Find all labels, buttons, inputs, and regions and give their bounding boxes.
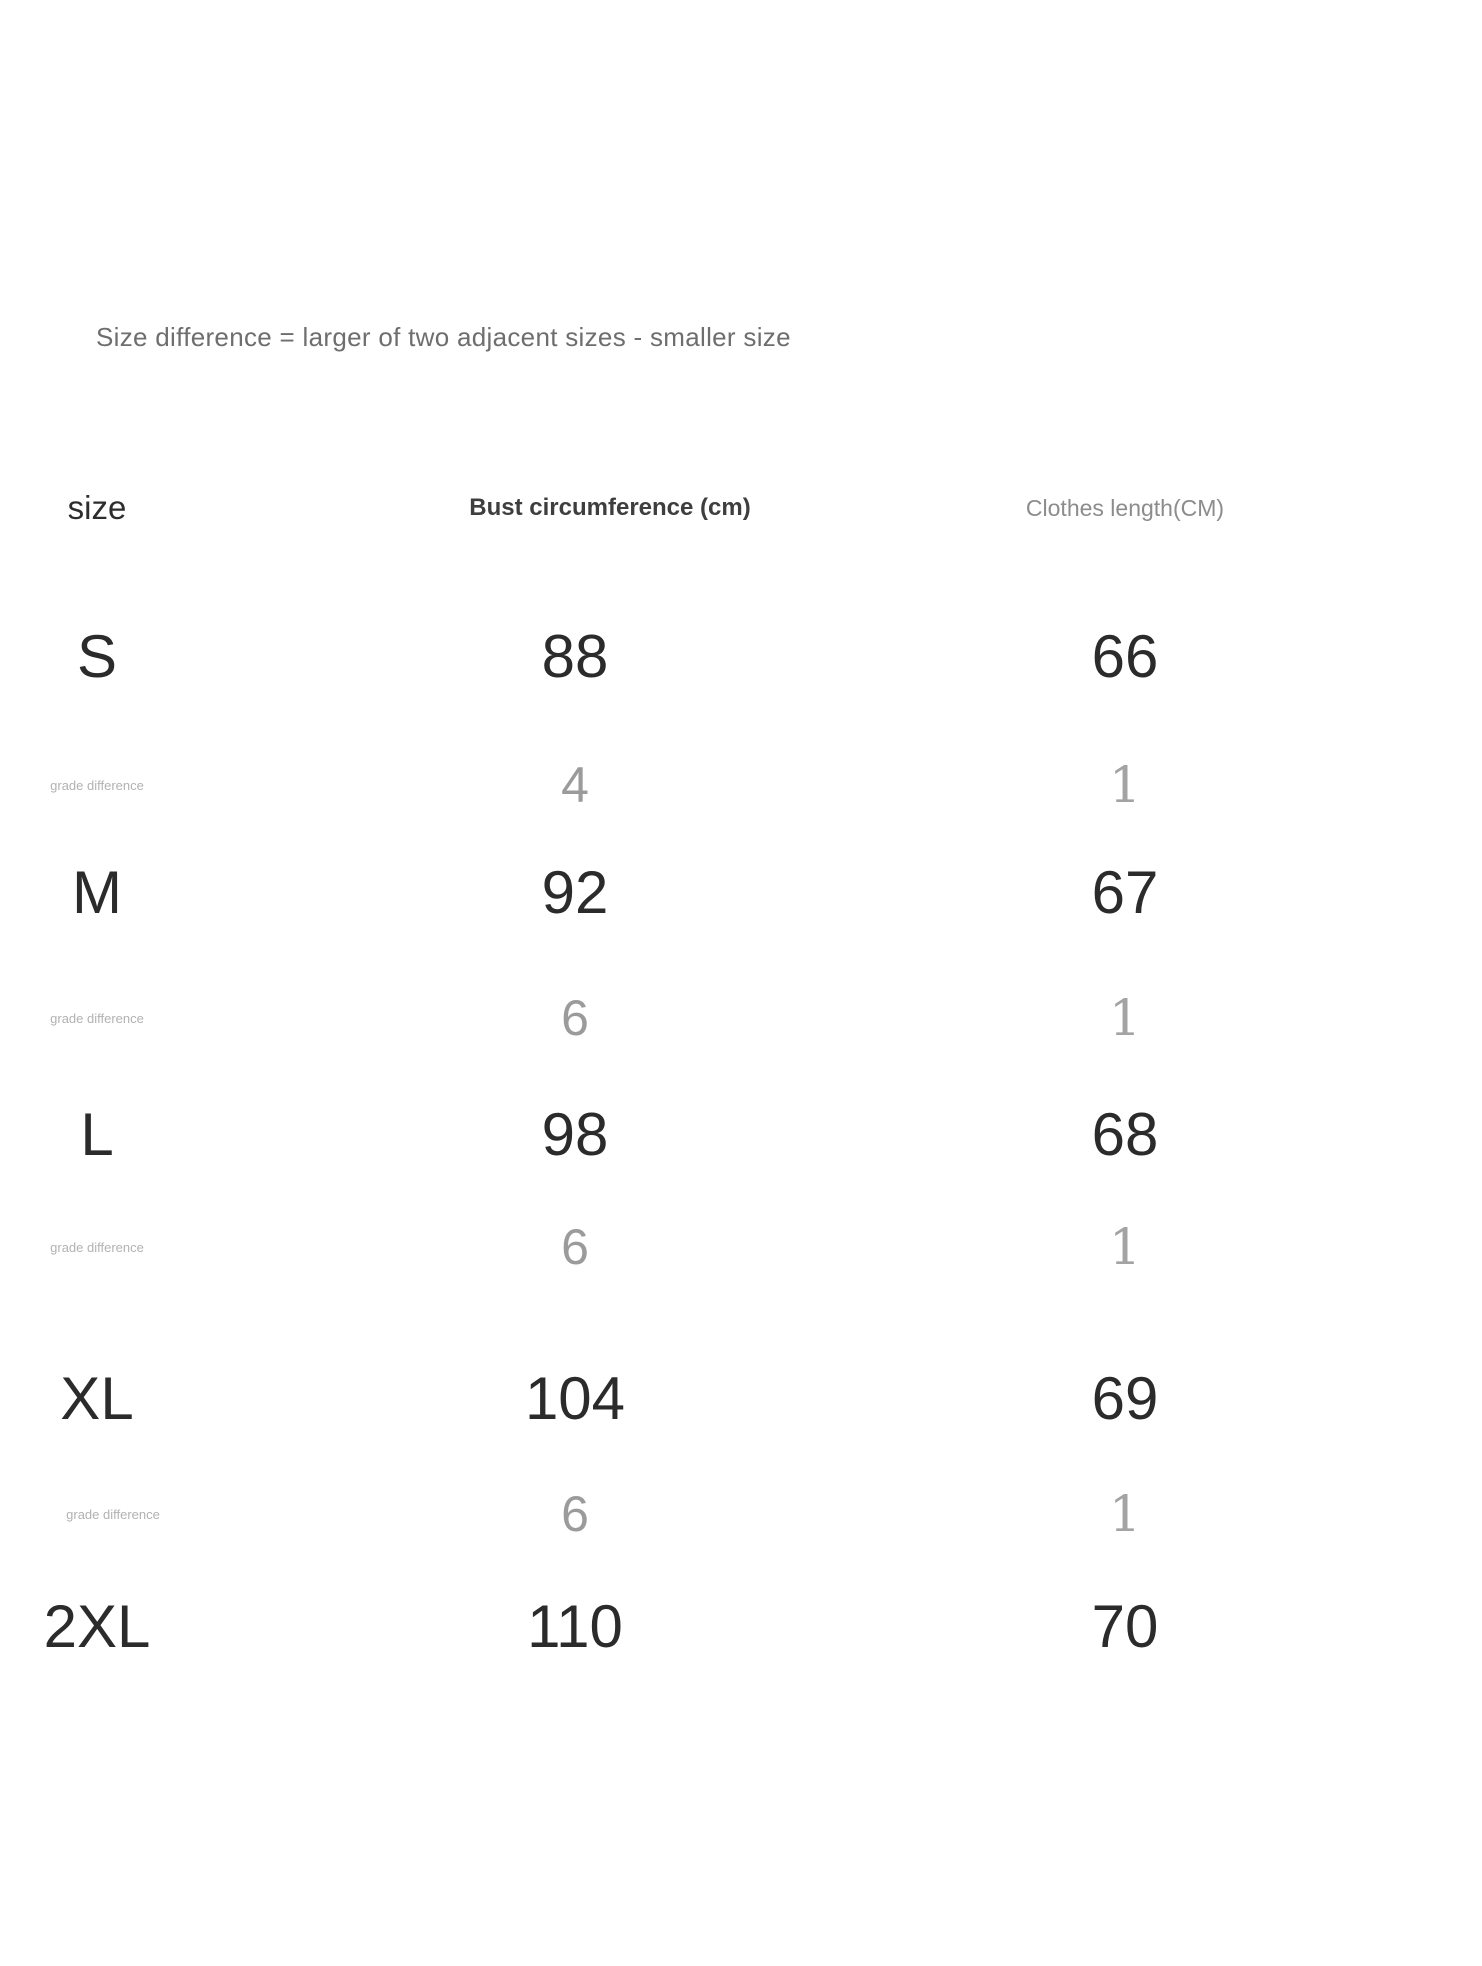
- bust-value-s: 88: [541, 622, 609, 690]
- clothes-value-2xl: 70: [1091, 1592, 1159, 1660]
- size-label-2xl: 2XL: [43, 1592, 151, 1660]
- bust-difference-value: 4: [561, 757, 589, 813]
- bust-value-2xl: 110: [527, 1592, 623, 1660]
- grade-difference-row-2: [0, 983, 1482, 1053]
- size-label-m: M: [72, 858, 122, 926]
- grade-difference-label: grade difference: [50, 1010, 144, 1026]
- grade-difference-label: grade difference: [50, 777, 144, 793]
- clothes-difference-value: 1: [1109, 989, 1141, 1047]
- size-label-xl: XL: [60, 1364, 134, 1432]
- size-difference-note: Size difference = larger of two adjacent sizes - smaller size: [96, 322, 791, 352]
- clothes-value-s: 66: [1091, 622, 1159, 690]
- bust-value-xl: 104: [524, 1364, 626, 1432]
- column-header-bust: Bust circumference (cm): [469, 494, 751, 521]
- size-label-l: L: [80, 1100, 114, 1168]
- table-row-size-m: [0, 847, 1482, 937]
- table-row-size-s: [0, 611, 1482, 701]
- table-row-size-xl: [0, 1353, 1482, 1443]
- clothes-value-m: 67: [1091, 858, 1159, 926]
- grade-difference-row-4: [0, 1479, 1482, 1549]
- clothes-difference-value: 1: [1109, 1485, 1141, 1543]
- clothes-difference-value: 1: [1109, 1218, 1141, 1276]
- grade-difference-row-3: [0, 1212, 1482, 1282]
- bust-value-l: 98: [541, 1100, 609, 1168]
- clothes-difference-value: 1: [1109, 756, 1141, 814]
- bust-difference-value: 6: [561, 990, 589, 1046]
- bust-difference-value: 6: [561, 1219, 589, 1275]
- clothes-value-xl: 69: [1091, 1364, 1159, 1432]
- table-row-size-l: [0, 1089, 1482, 1179]
- grade-difference-label: grade difference: [50, 1239, 144, 1255]
- column-header-clothes: Clothes length(CM): [1025, 494, 1225, 521]
- table-header-row: [0, 482, 1482, 534]
- column-header-size: size: [67, 489, 127, 526]
- size-label-s: S: [76, 622, 118, 690]
- bust-difference-value: 6: [561, 1486, 589, 1542]
- grade-difference-row-1: [0, 750, 1482, 820]
- clothes-value-l: 68: [1091, 1100, 1159, 1168]
- table-row-size-2xl: [0, 1581, 1482, 1671]
- grade-difference-label: grade difference: [66, 1506, 160, 1522]
- bust-value-m: 92: [541, 858, 609, 926]
